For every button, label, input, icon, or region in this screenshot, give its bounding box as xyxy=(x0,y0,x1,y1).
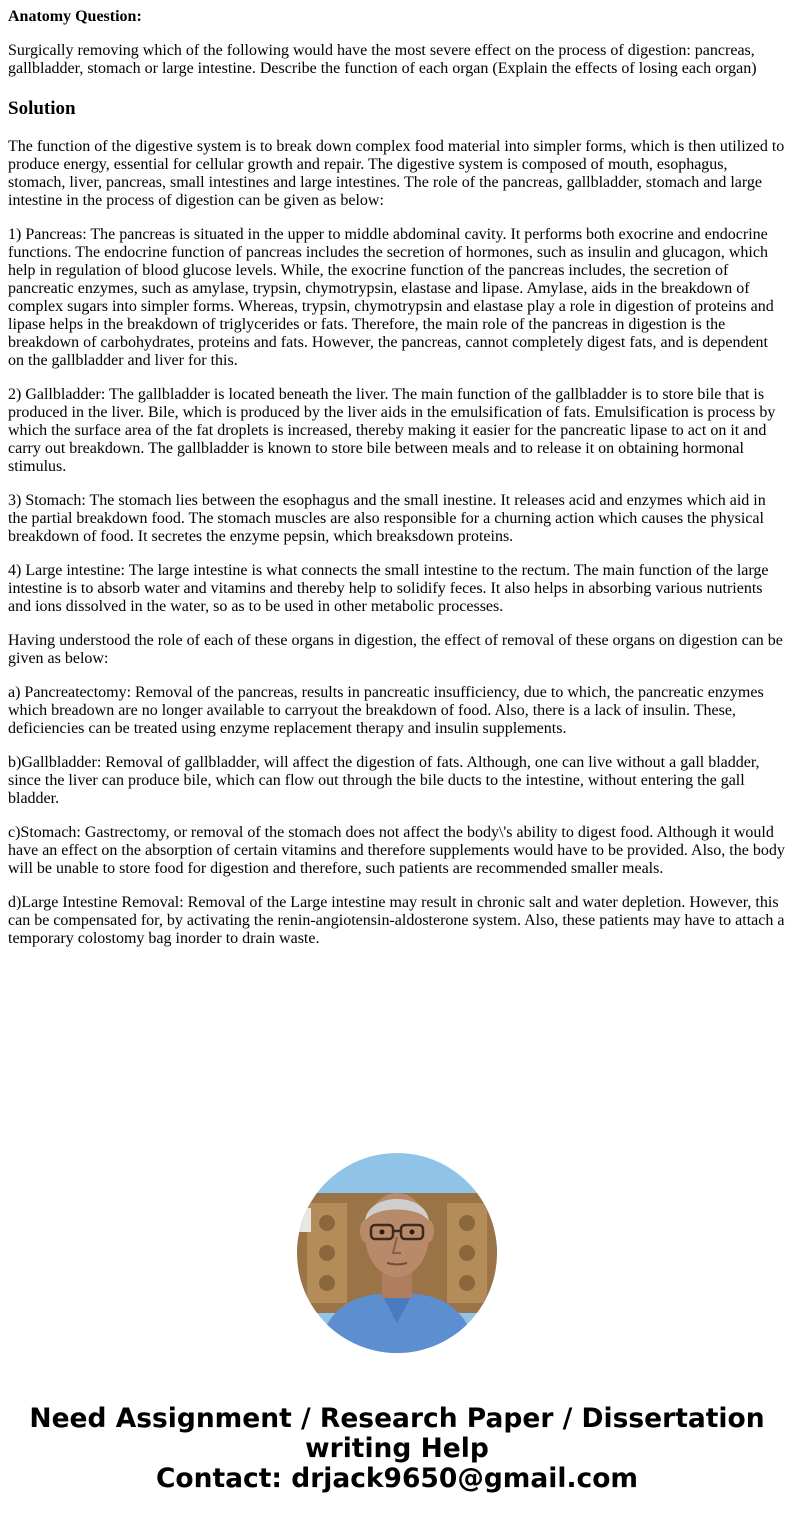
solution-paragraph-gastrectomy: c)Stomach: Gastrectomy, or removal of the stomach does not affect the body\'s ability to digest food. Although it would have an effect on the absorption of certain vitamins and therefore supplements would have to be provided. Also, the body will be unable to store food for digestion and therefore, such patients are recommended smaller meals. xyxy=(8,824,785,877)
solution-paragraph-large-intestine: 4) Large intestine: The large intestine is what connects the small intestine to the rectum. The main function of the large intestine is to absorb water and vitamins and thereby help to solidify feces. It also helps in absorbing various nutrients and ions dissolved in the water, so as to be used in other metabolic processes. xyxy=(8,562,769,615)
solution-heading: Solution xyxy=(8,98,76,119)
promo-line-1: Need Assignment / Research Paper / Dissertation xyxy=(29,1403,765,1434)
solution-paragraph-large-intestine-removal: d)Large Intestine Removal: Removal of the Large intestine may result in chronic salt and water depletion. However, this can be compensated for, by activating the renin-angiotensin-aldosterone system. Also, these patients may have to attach a temporary colostomy bag inorder to drain waste. xyxy=(8,894,785,947)
promo-banner xyxy=(0,1404,794,1494)
solution-paragraph-intro: The function of the digestive system is to break down complex food material into simpler forms, which is then utilized to produce energy, essential for cellular growth and repair. The digestive system is composed of mouth, esophagus, stomach, liver, pancreas, small intestines and large intestines. The role of the pancreas, gallbladder, stomach and large intestine in the process of digestion can be given as below: xyxy=(8,138,785,209)
solution-paragraph-stomach: 3) Stomach: The stomach lies between the esophagus and the small inestine. It releases acid and enzymes which aid in the partial breakdown food. The stomach muscles are also responsible for a churning action which causes the physical breakdown of food. It secretes the enzyme pepsin, which breaksdown proteins. xyxy=(8,492,766,545)
question-text: Surgically removing which of the following would have the most severe effect on the process of digestion: pancreas, gallbladder, stomach or large intestine. Describe the function of each organ (Explain the effects of losing each organ) xyxy=(8,42,757,77)
document-body xyxy=(8,0,786,948)
solution-paragraph-gallbladder-removal: b)Gallbladder: Removal of gallbladder, will affect the digestion of fats. Although, one can live without a gall bladder, since the liver can produce bile, which can flow out through the bile ducts to the intestine, without entering the gall bladder. xyxy=(8,754,760,807)
solution-paragraph-transition: Having understood the role of each of these organs in digestion, the effect of removal of these organs on digestion can be given as below: xyxy=(8,632,783,667)
promo-line-2: writing Help xyxy=(305,1433,489,1464)
solution-paragraph-pancreatectomy: a) Pancreatectomy: Removal of the pancreas, results in pancreatic insufficiency, due to which, the pancreatic enzymes which breadown are no longer available to carryout the breakdown of food. Also, there is a lack of insulin. These, deficiencies can be treated using enzyme replacement therapy and insulin supplements. xyxy=(8,684,764,737)
solution-paragraph-pancreas: 1) Pancreas: The pancreas is situated in the upper to middle abdominal cavity. It performs both exocrine and endocrine functions. The endocrine function of pancreas includes the secretion of hormones, such as insulin and glucagon, which help in regulation of blood glucose levels. While, the exocrine function of the pancreas includes, the secretion of pancreatic enzymes, such as amylase, trypsin, chymotrypsin, elastase and lipase. Amylase, aids in the breakdown of complex sugars into simpler forms. Whereas, trypsin, chymotrypsin and elastase play a role in digestion of proteins and lipase helps in the breakdown of triglycerides or fats. Therefore, the main role of the pancreas in digestion is the breakdown of carbohydrates, proteins and fats. However, the pancreas, cannot completely digest fats, and is dependent on the gallbladder and liver for this. xyxy=(8,226,774,369)
solution-paragraph-gallbladder: 2) Gallbladder: The gallbladder is located beneath the liver. The main function of the gallbladder is to store bile that is produced in the liver. Bile, which is produced by the liver aids in the emulsification of fats. Emulsification is process by which the surface area of the fat droplets is increased, thereby making it easier for the pancreatic lipase to act on it and carry out breakdown. The gallbladder is known to store bile between meals and to release it on obtaining hormonal stimulus. xyxy=(8,386,776,475)
question-label: Anatomy Question: xyxy=(8,8,142,25)
promo-contact: Contact: drjack9650@gmail.com xyxy=(155,1463,639,1494)
author-avatar xyxy=(297,1153,497,1353)
